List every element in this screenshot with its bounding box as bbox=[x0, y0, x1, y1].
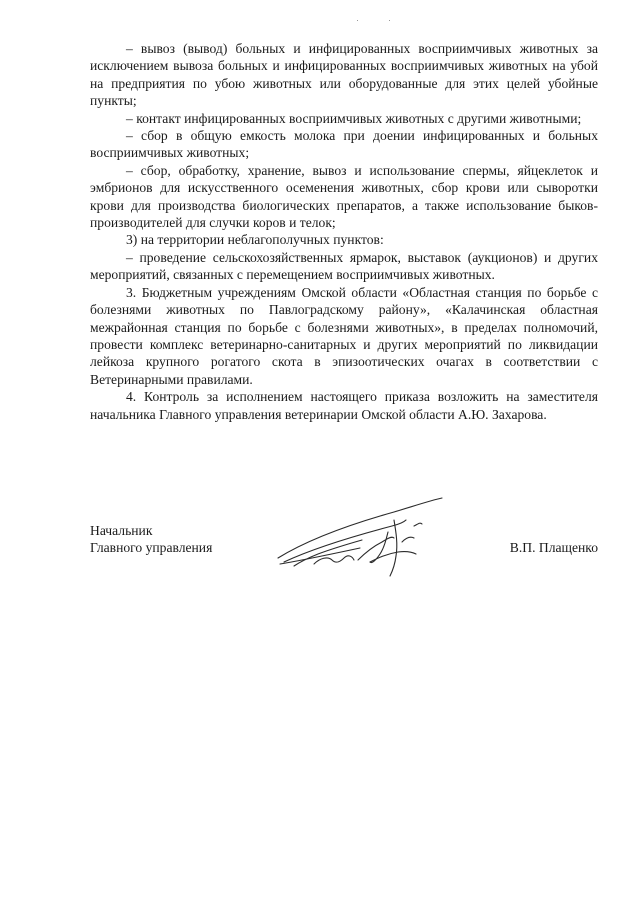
signatory-title-line2: Главного управления bbox=[90, 540, 213, 556]
paragraph-export-animals: – вывоз (вывод) больных и инфицированных восприимчивых животных за исключением вывоза больных и инфицированных восприимчивых животных на убой на предприятия по убою животных или оборудованные для этих целей убойные пункты; bbox=[90, 41, 598, 109]
signatory-title-line1: Начальник bbox=[90, 523, 153, 538]
paragraph-milk-collection: – сбор в общую емкость молока при доении инфицированных и больных восприимчивых животных; bbox=[90, 128, 598, 161]
document-body bbox=[90, 40, 598, 423]
scan-speck bbox=[389, 20, 390, 21]
signatory-title bbox=[90, 522, 212, 557]
signature-block bbox=[90, 522, 598, 602]
paragraph-fairs: – проведение сельскохозяйственных ярмарок, выставок (аукционов) и других мероприятий, связанных с перемещением восприимчивых животных. bbox=[90, 249, 598, 283]
handwritten-signature bbox=[274, 492, 449, 592]
paragraph-item-3: 3. Бюджетным учреждениям Омской области «Областная станция по борьбе с болезнями животных по Павлоградскому району», «Калачинская областная межрайонная станция по борьбе с болезнями животных», в пределах полномочий, провести комплекс ветеринарно-санитарных и других мероприятий по ликвидации лейкоза крупного рогатого скота в эпизоотических очагах в соответствии с Ветеринарными правилами. bbox=[90, 284, 598, 387]
paragraph-territory-heading: 3) на территории неблагополучных пунктов: bbox=[126, 232, 384, 248]
paragraph-item-4: 4. Контроль за исполнением настоящего приказа возложить на заместителя начальника Главного управления ветеринарии Омской области А.Ю. Захарова. bbox=[90, 389, 598, 422]
signatory-name: В.П. Плащенко bbox=[509, 540, 598, 555]
paragraph-contact-animals: – контакт инфицированных восприимчивых животных с другими животными; bbox=[126, 110, 582, 126]
paragraph-sperm-collection: – сбор, обработку, хранение, вывоз и использование спермы, яйцеклеток и эмбрионов для искусственного осеменения животных, сбор крови или сыворотки крови для производства биологических препаратов, а также использование быков-производителей для случки коров и телок; bbox=[90, 162, 598, 231]
scan-speck bbox=[357, 20, 358, 21]
